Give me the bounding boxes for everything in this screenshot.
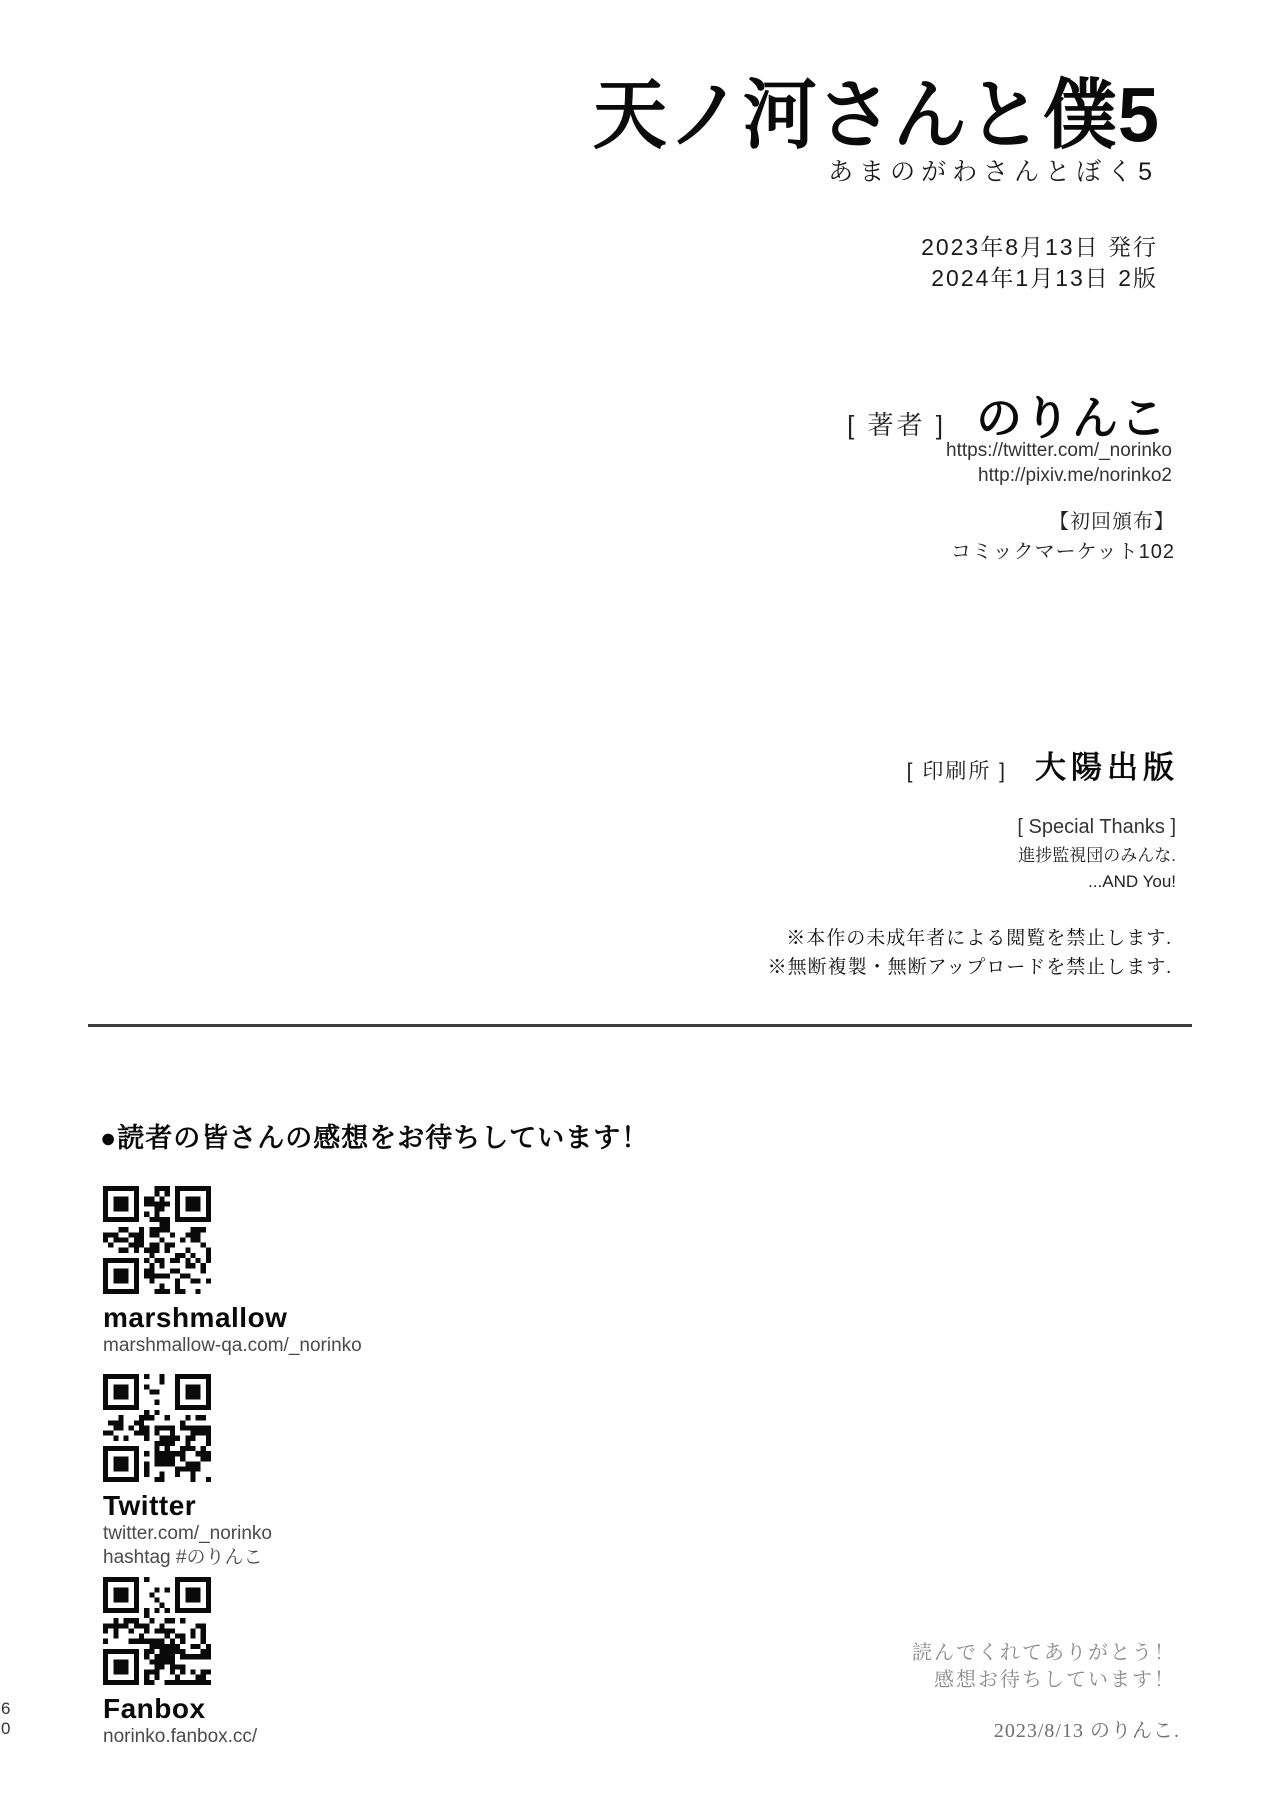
channel-url: norinko.fanbox.cc/	[103, 1726, 258, 1747]
horizontal-divider	[88, 1024, 1192, 1027]
author-twitter-url: https://twitter.com/_norinko	[946, 440, 1172, 461]
closing-line: 読んでくれてありがとう！	[912, 1642, 1176, 1664]
author-name: のりんこ	[976, 392, 1168, 444]
second-edition-date: 2024年1月13日 2版	[931, 265, 1158, 291]
channel-hashtag: hashtag #のりんこ	[103, 1547, 263, 1568]
channel-name: marshmallow	[103, 1302, 288, 1333]
author-label: [ 著者 ]	[847, 410, 946, 440]
legal-notices	[768, 924, 1172, 982]
closing-line: 感想お待ちしています！	[934, 1669, 1176, 1691]
feedback-channel-marshmallow	[103, 1186, 362, 1358]
special-thanks-line: ...AND You!	[1088, 872, 1176, 891]
channel-url: twitter.com/_norinko	[103, 1523, 272, 1544]
feedback-channel-fanbox	[103, 1577, 257, 1749]
special-thanks-line: 進捗監視団のみんな.	[1018, 846, 1176, 865]
feedback-channel-twitter	[103, 1374, 272, 1570]
no-reproduction-notice: ※無断複製・無断アップロードを禁止します.	[767, 957, 1172, 978]
feedback-heading: ●読者の皆さんの感想をお待ちしています！	[100, 1123, 650, 1153]
first-distribution-event: コミックマーケット102	[951, 541, 1175, 563]
author-pixiv-url: http://pixiv.me/norinko2	[978, 465, 1172, 486]
publication-dates	[921, 232, 1158, 294]
first-distribution-label: 【初回頒布】	[1049, 511, 1175, 533]
page-number: 60	[1, 1699, 11, 1738]
author-links	[946, 438, 1172, 488]
first-distribution-section	[951, 507, 1175, 567]
qr-code-marshmallow	[103, 1186, 211, 1294]
closing-message	[912, 1640, 1176, 1694]
qr-code-twitter	[103, 1374, 211, 1482]
book-title-reading: あまのがわさんとぼく5	[828, 158, 1158, 186]
printer-section	[907, 742, 1179, 787]
special-thanks-section	[1017, 816, 1176, 895]
printer-label: [ 印刷所 ]	[906, 760, 1007, 783]
special-thanks-label: [ Special Thanks ]	[1017, 816, 1176, 838]
age-restriction-notice: ※本作の未成年者による閲覧を禁止します.	[786, 928, 1172, 949]
qr-code-fanbox	[103, 1577, 211, 1685]
channel-name: Twitter	[103, 1490, 197, 1521]
channel-url: marshmallow-qa.com/_norinko	[103, 1335, 362, 1356]
first-edition-date: 2023年8月13日 発行	[921, 234, 1158, 260]
date-signature: 2023/8/13 のりんこ.	[993, 1720, 1180, 1742]
book-title: 天ノ河さんと僕5	[592, 71, 1160, 158]
printer-name: 大陽出版	[1035, 750, 1179, 785]
channel-name: Fanbox	[103, 1693, 206, 1724]
